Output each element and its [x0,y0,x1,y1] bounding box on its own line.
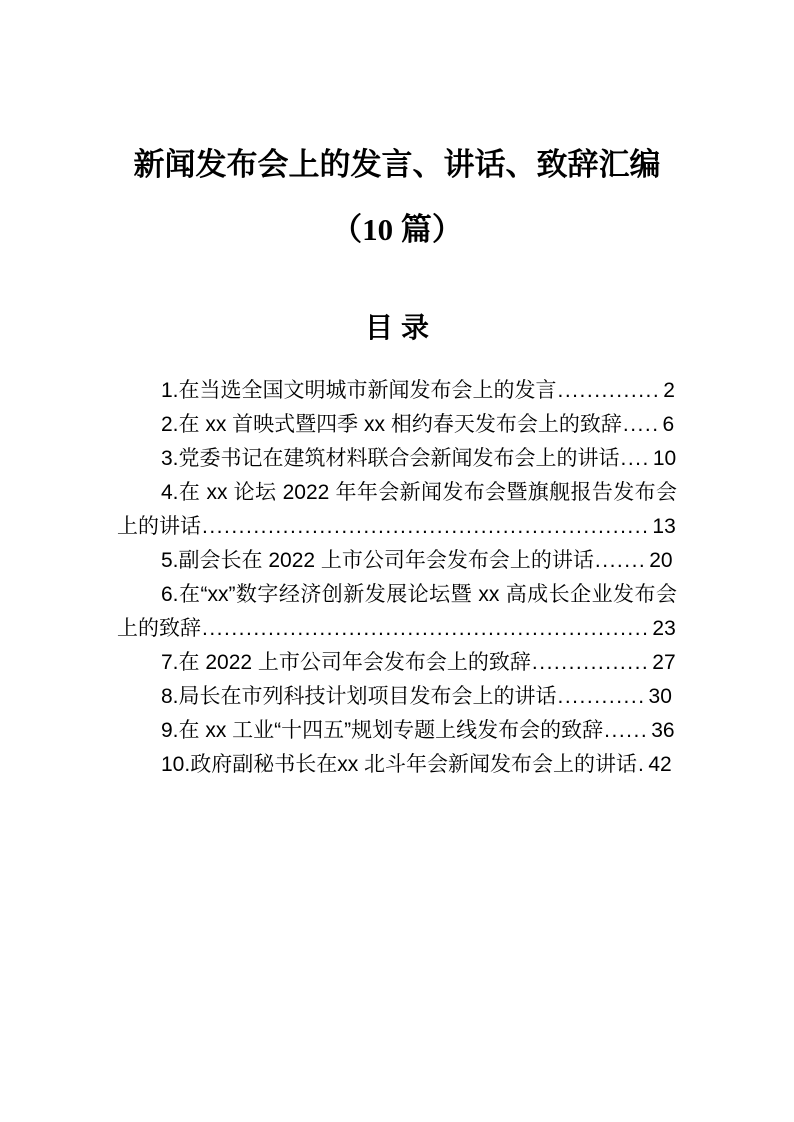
toc-entry-page: 36 [651,719,675,742]
toc-entry-label: 5.副会长在 2022 上市公司年会发布会上的讲话 [161,549,594,572]
toc-entry-page: 23 [652,617,676,640]
toc-entry[interactable] [117,374,677,408]
toc-entry[interactable] [117,714,677,748]
toc-entry-label: 3.党委书记在建筑材料联合会新闻发布会上的讲话 [161,447,620,470]
toc-entry[interactable] [117,578,677,646]
toc-leader-dots: ...... [604,719,649,742]
toc-entry-label: 10.政府副秘书长在xx 北斗年会新闻发布会上的讲话 [161,753,638,776]
toc-entry-page: 27 [652,651,676,674]
document-subtitle: （10 篇） [331,212,463,247]
toc-entry-label: 8.局长在市列科技计划项目发布会上的讲话 [161,685,557,708]
toc-entry-label: 2.在 xx 首映式暨四季 xx 相约春天发布会上的致辞 [161,413,622,436]
toc-leader-dots: ............................................................. [202,515,650,538]
toc-entry-page: 20 [649,549,673,572]
toc-leader-dots: ............ [557,685,646,708]
toc-entry[interactable] [117,442,677,476]
toc-entry-page: 42 [648,753,672,776]
toc-entry[interactable] [117,408,677,442]
toc-entry-page: 10 [652,447,677,470]
toc-entry-label: 7.在 2022 上市公司年会发布会上的致辞 [161,651,531,674]
toc-leader-dots: ............................................................. [202,617,650,640]
toc-entry[interactable] [117,476,677,544]
toc-leader-dots: ................ [531,651,650,674]
toc-entry[interactable] [117,544,677,578]
toc-entry-page: 13 [652,515,676,538]
toc-entry-page: 2 [663,379,675,402]
toc-leader-dots: . [638,753,646,776]
toc-entry-label: 4.在 xx 论坛 2022 年年会新闻发布会暨旗舰报告发布会上的讲话 [117,481,677,538]
toc-entry[interactable] [117,646,677,680]
toc-leader-dots: .... [620,447,650,470]
document-title: 新闻发布会上的发言、讲话、致辞汇编 [133,147,661,182]
toc-list [117,374,677,782]
toc-leader-dots: ....... [594,549,647,572]
toc-heading: 目录 [364,313,437,344]
toc-leader-dots: ..... [622,413,660,436]
toc-entry-label: 9.在 xx 工业“十四五”规划专题上线发布会的致辞 [161,719,604,742]
toc-entry-label: 1.在当选全国文明城市新闻发布会上的发言 [161,379,557,402]
toc-entry-page: 30 [648,685,672,708]
toc-entry-label: 6.在“xx”数字经济创新发展论坛暨 xx 高成长企业发布会上的致辞 [117,583,677,640]
toc-entry[interactable] [117,748,677,782]
toc-entry[interactable] [117,680,677,714]
toc-entry-page: 6 [662,413,675,436]
toc-leader-dots: .............. [557,379,661,402]
